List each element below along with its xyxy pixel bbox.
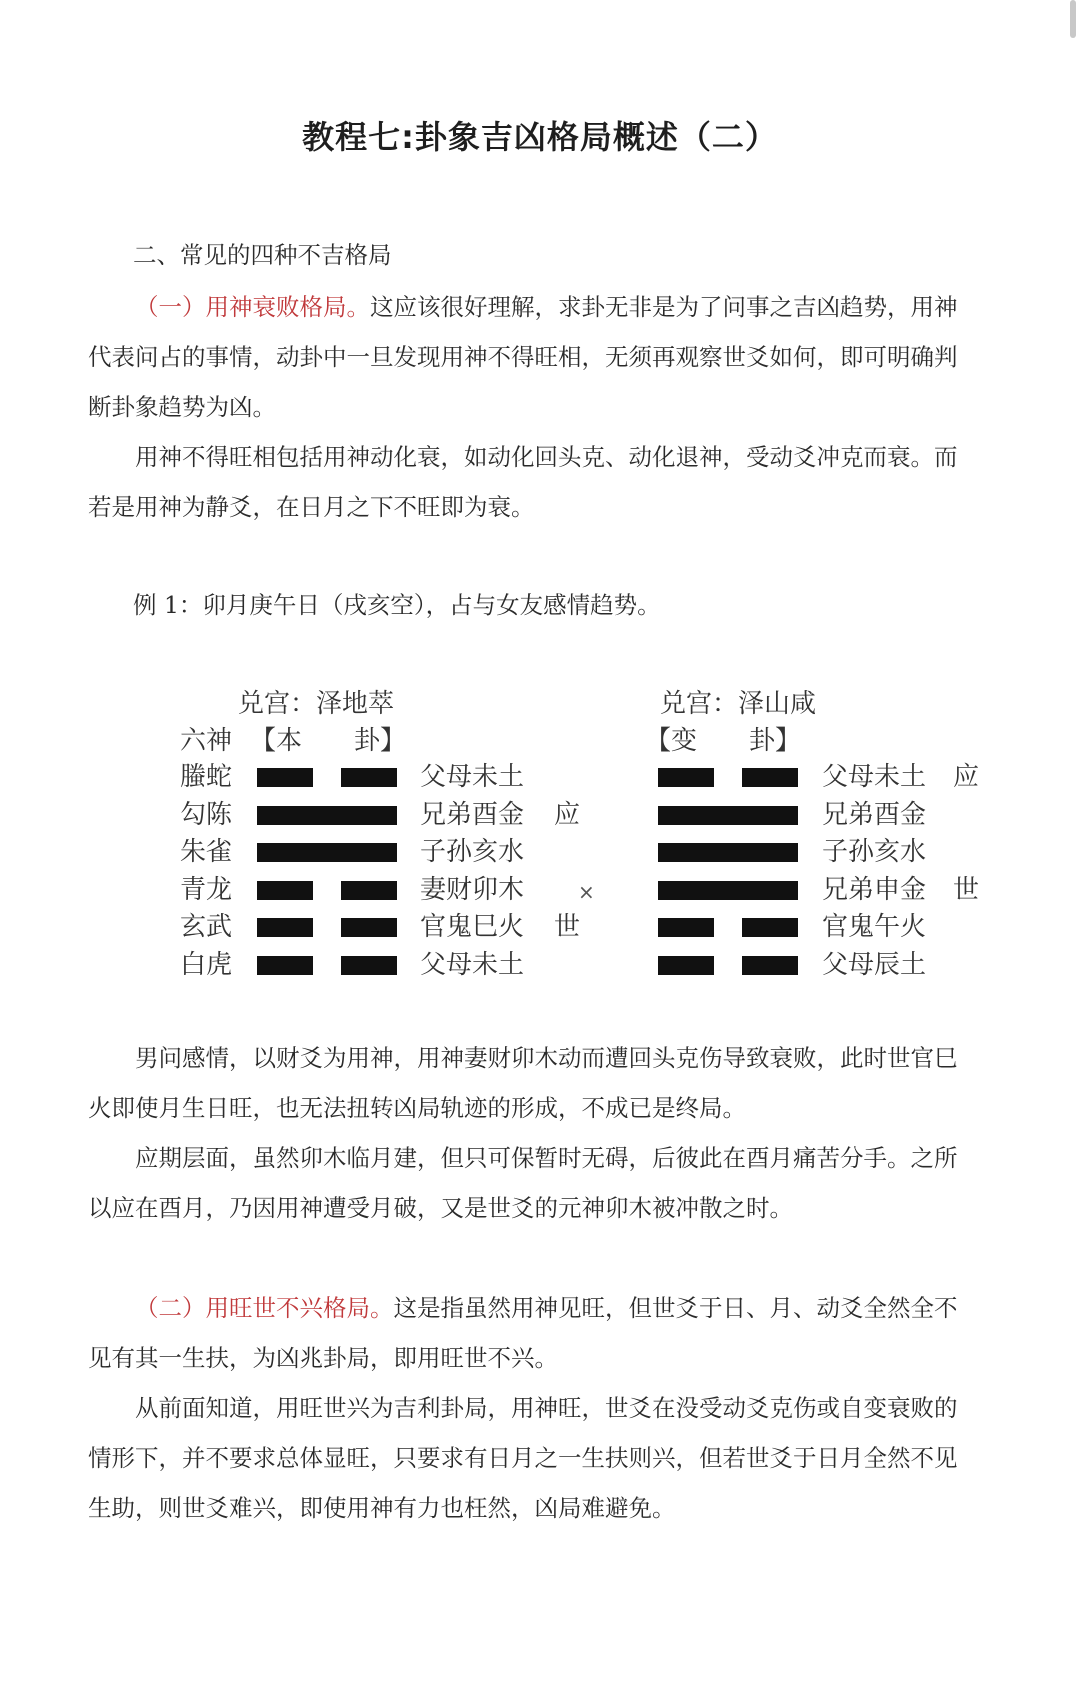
example-1: 例 1：卯月庚午日（戌亥空），占与女友感情趋势。 xyxy=(133,591,661,619)
liushen-name: 朱雀 xyxy=(180,837,233,867)
paragraph-5 xyxy=(88,1283,978,1383)
yao-line-yang xyxy=(658,806,798,825)
yin-segment xyxy=(257,881,313,900)
liushen-name: 螣蛇 xyxy=(180,762,233,792)
paragraph-1-text: 这应该很好理解，求卦无非是为了问事之吉凶趋势，用神代表问占的事情，动卦中一旦发现用神不得旺相，无须再观察世爻如何，即可明确判断卦象趋势为凶。 xyxy=(88,293,958,421)
yao-line-yin xyxy=(658,956,798,975)
yin-segment xyxy=(658,918,714,937)
heading-red-1: （一）用神衰败格局。 xyxy=(135,293,370,321)
shi-ying-mark: 世 xyxy=(953,874,980,905)
yang-segment xyxy=(257,843,397,862)
yin-segment xyxy=(257,768,313,787)
yin-segment xyxy=(341,768,397,787)
yang-segment xyxy=(658,806,798,825)
yin-segment xyxy=(658,768,714,787)
liuqin-branch: 兄弟申金 xyxy=(822,874,927,905)
liuqin-branch: 子孙亥水 xyxy=(420,837,525,867)
yao-line-yang xyxy=(658,843,798,862)
shi-ying-mark: 世 xyxy=(554,912,581,942)
yang-segment xyxy=(658,843,798,862)
yin-segment xyxy=(341,956,397,975)
yin-segment xyxy=(341,918,397,937)
yao-line-yin xyxy=(257,881,397,900)
yao-line-yin xyxy=(658,918,798,937)
liushen-name: 玄武 xyxy=(180,912,233,942)
yao-line-yang xyxy=(658,881,798,900)
yin-segment xyxy=(658,956,714,975)
yao-line-yin xyxy=(257,956,397,975)
paragraph-3: 男问感情，以财爻为用神，用神妻财卯木动而遭回头克伤导致衰败，此时世官巳火即使月生日旺，也无法扭转凶局轨迹的形成，不成已是终局。 xyxy=(88,1044,958,1122)
liuqin-branch: 父母未土 xyxy=(420,762,525,792)
yao-line-yin xyxy=(257,918,397,937)
yao-line-yang xyxy=(257,843,397,862)
yin-segment xyxy=(257,918,313,937)
ben-gua-label: 【本 卦】 xyxy=(250,726,407,756)
shi-ying-mark: 应 xyxy=(953,762,980,792)
liushen-name: 白虎 xyxy=(180,949,233,980)
shi-ying-mark: 应 xyxy=(554,799,581,830)
liuqin-branch: 官鬼午火 xyxy=(822,912,927,942)
liuqin-branch: 父母辰土 xyxy=(822,949,927,980)
bian-gua-label: 【变 卦】 xyxy=(645,726,802,756)
palace-left: 兑宫：泽地萃 xyxy=(238,689,395,719)
paragraph-5-text: 这是指虽然用神见旺，但世爻于日、月、动爻全然全不见有其一生扶，为凶兆卦局，即用旺世不兴。 xyxy=(88,1294,958,1372)
liushen-name: 勾陈 xyxy=(180,799,233,830)
liushen-label: 六神 xyxy=(180,726,233,756)
liushen-name: 青龙 xyxy=(180,874,233,905)
liuqin-branch: 兄弟酉金 xyxy=(420,799,525,830)
yao-line-yang xyxy=(257,806,397,825)
liuqin-branch: 父母未土 xyxy=(420,949,525,980)
moving-line-mark: × xyxy=(578,880,595,904)
liuqin-branch: 兄弟酉金 xyxy=(822,799,927,830)
yang-segment xyxy=(257,806,397,825)
section-heading: 二、常见的四种不吉格局 xyxy=(133,241,392,269)
paragraph-2: 用神不得旺相包括用神动化衰，如动化回头克、动化退神，受动爻冲克而衰。而若是用神为静爻，在日月之下不旺即为衰。 xyxy=(88,443,958,521)
yin-segment xyxy=(341,881,397,900)
yin-segment xyxy=(742,768,798,787)
paragraph-4: 应期层面，虽然卯木临月建，但只可保暂时无碍，后彼此在酉月痛苦分手。之所以应在酉月，乃因用神遭受月破，又是世爻的元神卯木被冲散之时。 xyxy=(88,1144,958,1222)
yao-line-yin xyxy=(658,768,798,787)
paragraph-6: 从前面知道，用旺世兴为吉利卦局，用神旺，世爻在没受动爻克伤或自变衰败的情形下，并不要求总体显旺，只要求有日月之一生扶则兴，但若世爻于日月全然不见生助，则世爻难兴，即使用神有力也枉然，凶局难避免。 xyxy=(88,1394,958,1522)
yin-segment xyxy=(742,956,798,975)
paragraph-1 xyxy=(88,282,978,432)
palace-right: 兑宫：泽山咸 xyxy=(660,689,817,719)
yang-segment xyxy=(658,881,798,900)
scrollbar[interactable] xyxy=(1070,0,1076,38)
yin-segment xyxy=(257,956,313,975)
liuqin-branch: 官鬼巳火 xyxy=(420,912,525,942)
liuqin-branch: 妻财卯木 xyxy=(420,874,525,905)
yao-line-yin xyxy=(257,768,397,787)
liuqin-branch: 子孙亥水 xyxy=(822,837,927,867)
page-title: 教程七:卦象吉凶格局概述（二） xyxy=(302,118,778,156)
heading-red-2: （二）用旺世不兴格局。 xyxy=(135,1294,394,1322)
liuqin-branch: 父母未土 xyxy=(822,762,927,792)
yin-segment xyxy=(742,918,798,937)
